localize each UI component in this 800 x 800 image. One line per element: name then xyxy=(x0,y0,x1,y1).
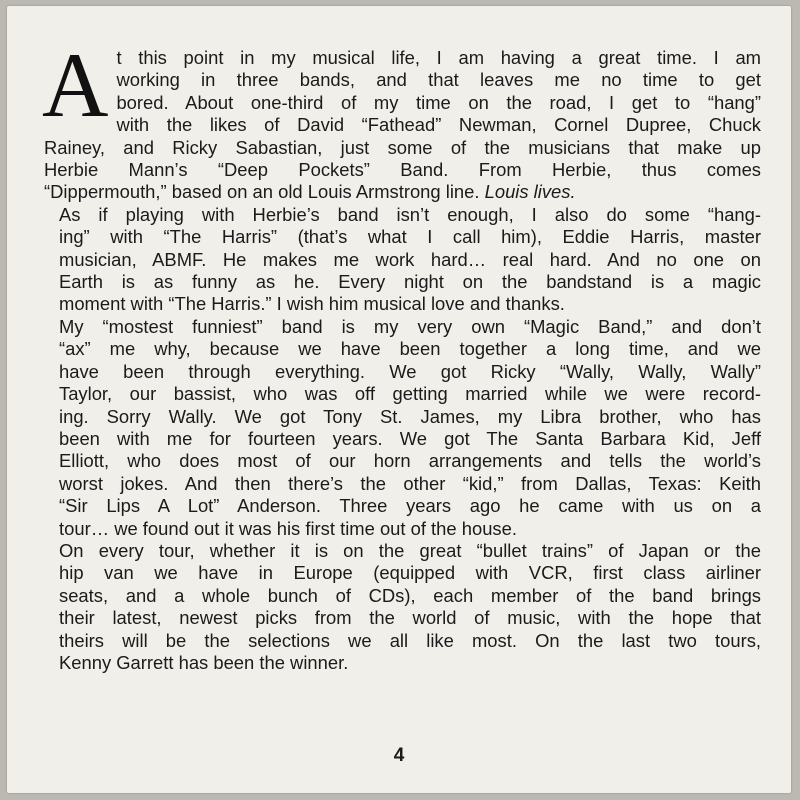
drop-cap: A xyxy=(42,34,109,136)
text-line: hip van we have in Europe (equipped with VCR, first class airliner xyxy=(59,562,761,584)
text-line: worst jokes. And then there’s the other “kid,” from Dallas, Texas: Keith xyxy=(59,472,761,494)
text-line: “Sir Lips A Lot” Anderson. Three years ago he came with us on a xyxy=(59,495,761,517)
text-line: As if playing with Herbie’s band isn’t enough, I also do some “hang- xyxy=(59,203,761,225)
text-line: tour… we found out it was his first time out of the house. xyxy=(59,517,517,539)
text-line: musician, ABMF. He makes me work hard… real hard. And no one on xyxy=(59,248,761,270)
text-line: working in three bands, and that leaves me no time to get xyxy=(116,69,761,91)
paragraph-1 xyxy=(42,34,761,204)
text-line: Earth is as funny as he. Every night on the bandstand is a magic xyxy=(59,271,761,293)
text-line: Rainey, and Ricky Sabastian, just some of the musicians that make up xyxy=(44,136,761,158)
text-line: ing” with “The Harris” (that’s what I call him), Eddie Harris, master xyxy=(59,226,761,248)
text-line: Herbie Mann’s “Deep Pockets” Band. From Herbie, thus comes xyxy=(44,159,761,181)
text-line: been with me for fourteen years. We got The Santa Barbara Kid, Jeff xyxy=(59,427,761,449)
text-line: “ax” me why, because we have been together a long time, and we xyxy=(59,338,761,360)
text-line: seats, and a whole bunch of CDs), each member of the band brings xyxy=(59,584,761,606)
paragraph-3 xyxy=(44,316,761,540)
page-number: 4 xyxy=(393,745,405,766)
text-line: Elliott, who does most of our horn arrangements and tells the world’s xyxy=(59,450,761,472)
body-text xyxy=(42,34,761,674)
text-line: have been through everything. We got Ricky “Wally, Wally, Wally” xyxy=(59,360,761,382)
text-line-segment: “Dippermouth,” based on an old Louis Armstrong line. xyxy=(44,181,480,203)
text-line: Taylor, our bassist, who was off getting married while we were record- xyxy=(59,383,761,405)
text-line xyxy=(44,181,761,203)
paragraph-4 xyxy=(44,540,761,674)
text-line: t this point in my musical life, I am having a great time. I am xyxy=(116,47,761,68)
text-line: On every tour, whether it is on the great “bullet trains” of Japan or the xyxy=(59,539,761,561)
italic-phrase: Louis lives. xyxy=(484,181,576,203)
text-line: their latest, newest picks from the world of music, with the hope that xyxy=(59,607,761,629)
text-line: My “mostest funniest” band is my very own “Magic Band,” and don’t xyxy=(59,315,761,337)
text-line: bored. About one-third of my time on the road, I get to “hang” xyxy=(116,91,761,113)
text-line: Kenny Garrett has been the winner. xyxy=(59,651,349,673)
text-line: theirs will be the selections we all like most. On the last two tours, xyxy=(59,629,761,651)
text-line: ing. Sorry Wally. We got Tony St. James, my Libra brother, who has xyxy=(59,405,761,427)
booklet-page xyxy=(7,6,791,793)
text-line: moment with “The Harris.” I wish him musical love and thanks. xyxy=(59,293,565,315)
text-line: with the likes of David “Fathead” Newman, Cornel Dupree, Chuck xyxy=(116,114,761,136)
paragraph-2 xyxy=(44,204,761,316)
